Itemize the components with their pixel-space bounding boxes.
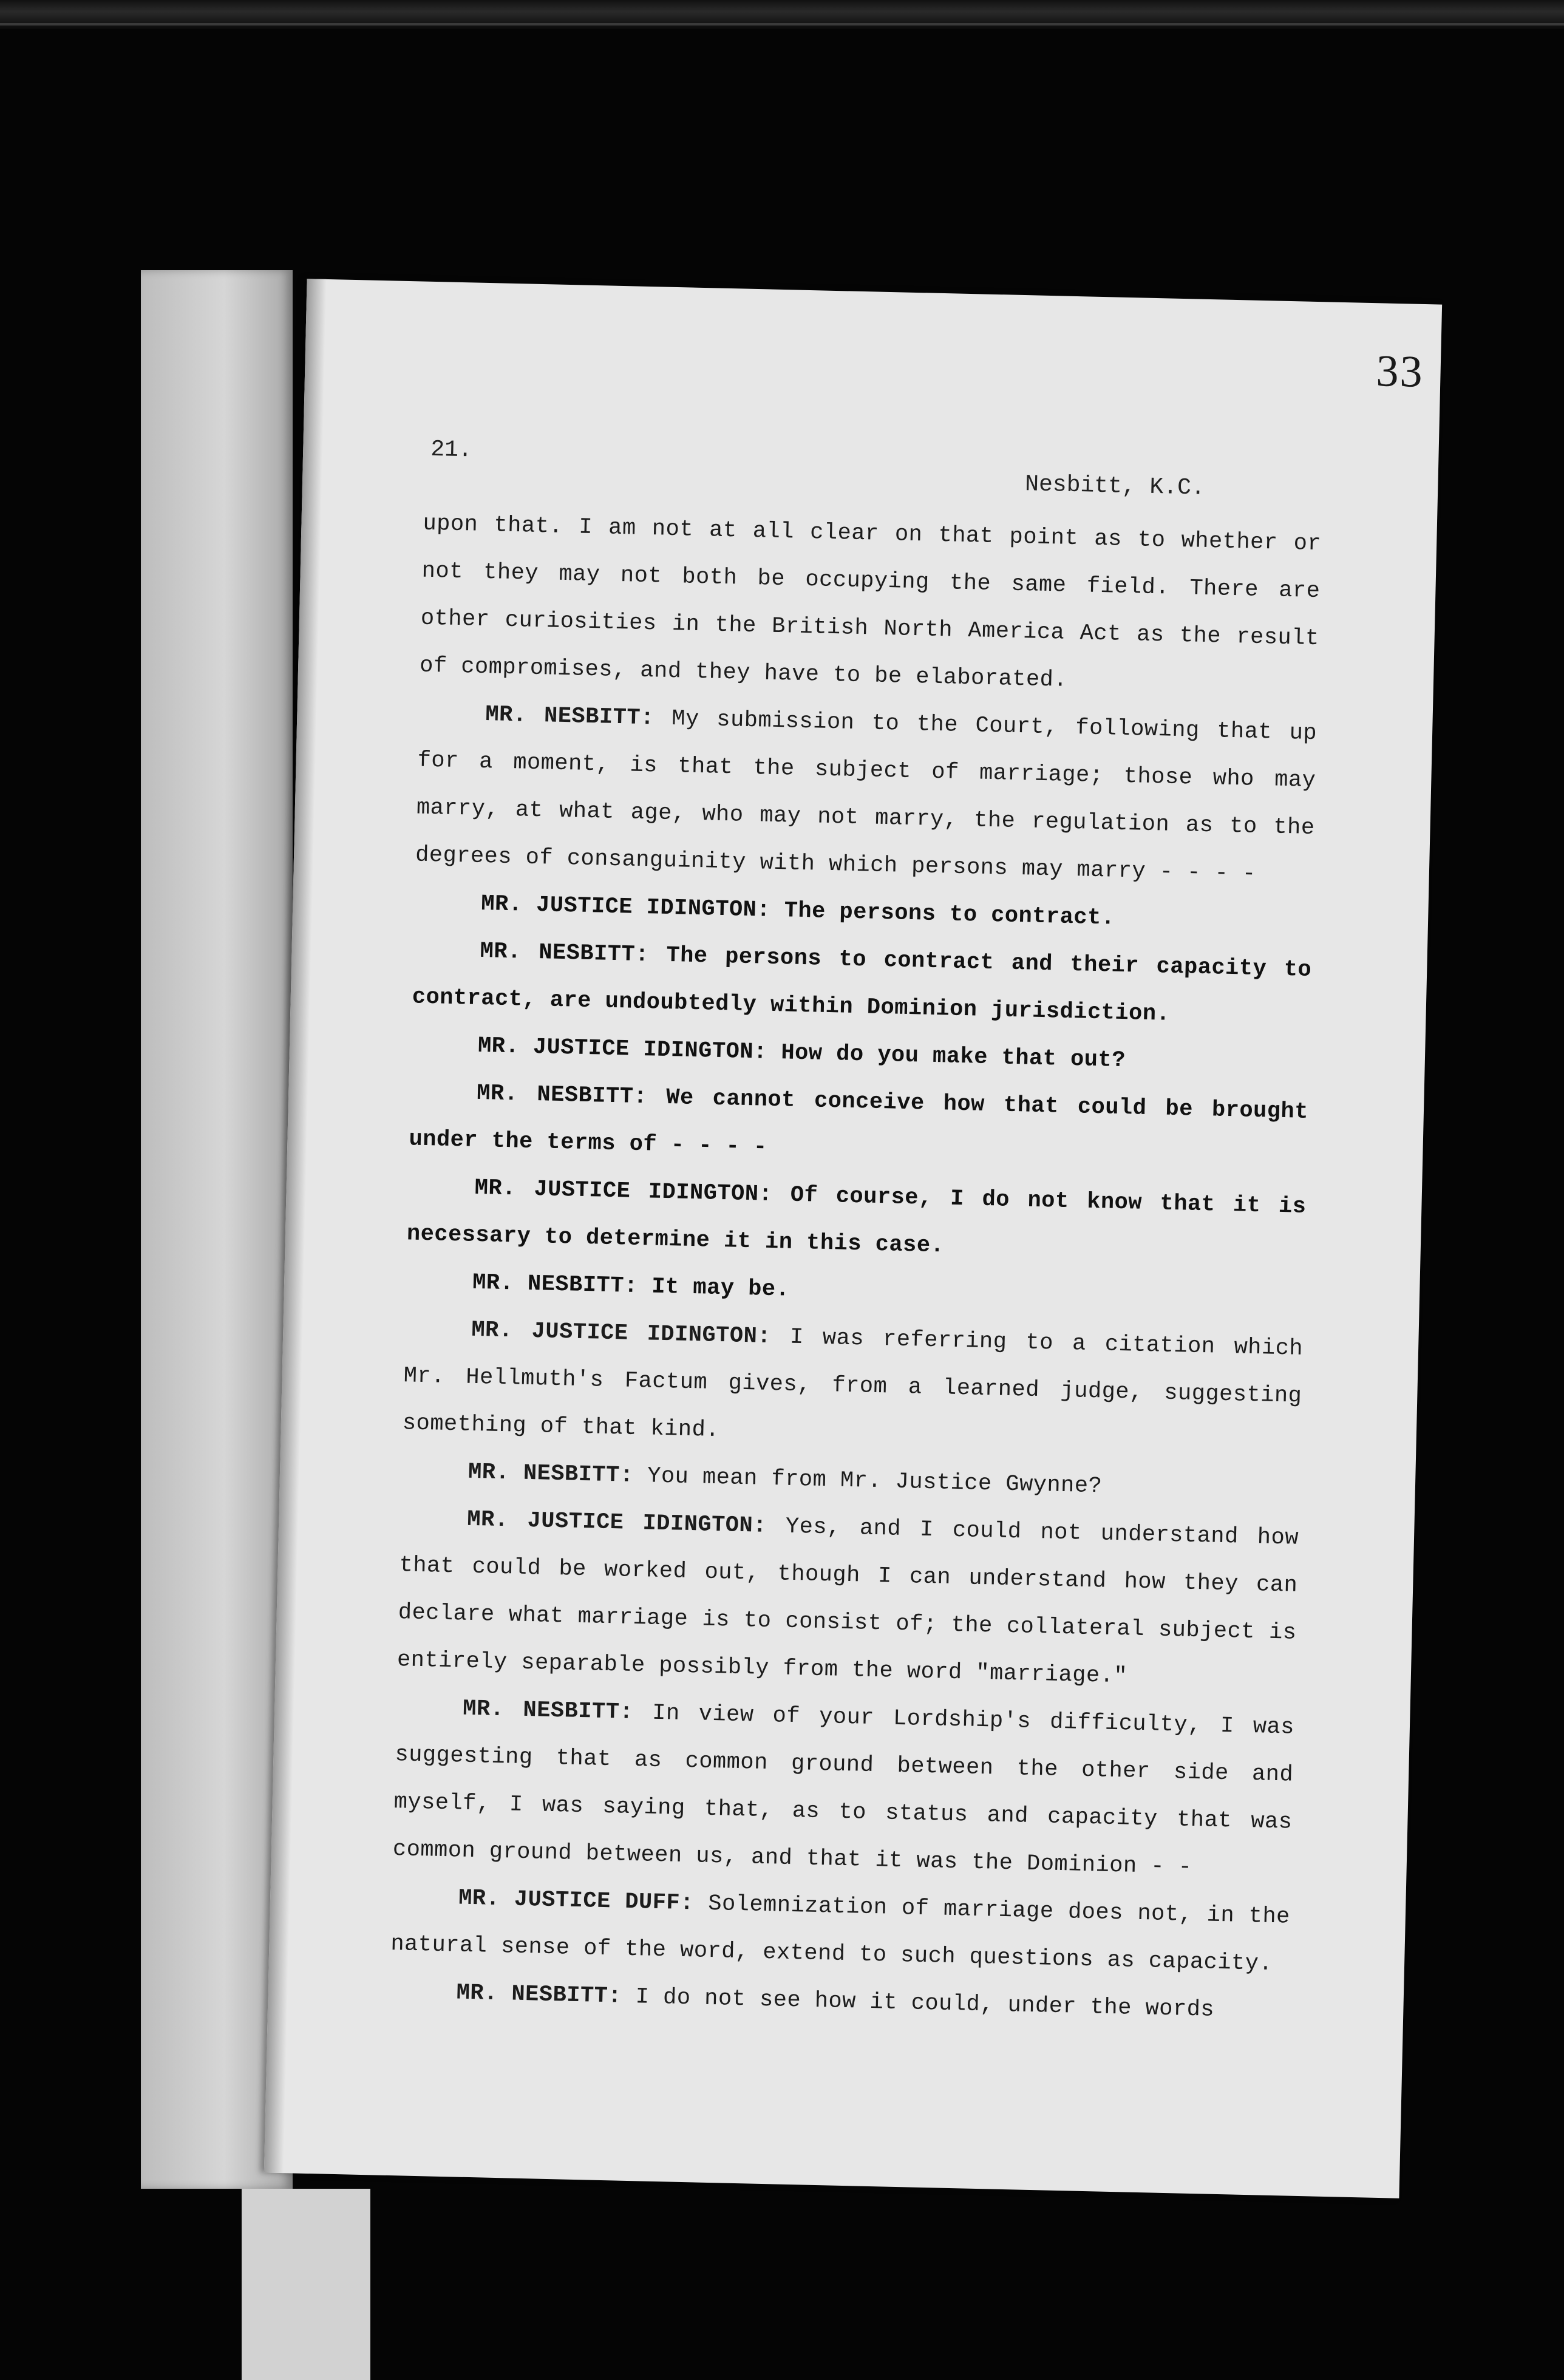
speech-text: My submission to the Court, following that up for a moment, is that the subject of marriage; those who may marry, at what age, who may not marry, the regulation as to the degrees of consanguinity with which persons may marry - - - - [415,706,1318,887]
scanner-edge-strip [0,0,1564,29]
speech-text: Yes, and I could not understand how that could be worked out, though I can understand how they can declare what marriage is to consist of; the collateral subject is entirely separable possibly from the word "marriage." [396,1514,1299,1690]
transcript-paragraph [402,1305,1304,1467]
speech-text: We cannot conceive how that could be brought under the terms of - - - - [409,1084,1309,1160]
speaker-name: MR. JUSTICE IDINGTON: [480,891,771,923]
speaker-name: MR. NESBITT: [472,1270,639,1299]
page-tab [242,2189,370,2380]
speech-text: I do not see how it could, under the words [635,1984,1215,2023]
speaker-name: MR. NESBITT: [480,938,650,968]
folio-number: 21. [430,436,473,464]
transcript-body [389,500,1322,2036]
speech-text: You mean from Mr. Justice Gwynne? [647,1463,1103,1500]
speaker-name: MR. JUSTICE IDINGTON: [477,1033,768,1066]
speaker-name: MR. JUSTICE DUFF: [458,1885,695,1917]
transcript-paragraph [392,1684,1295,1893]
speaker-name: MR. JUSTICE IDINGTON: [466,1506,767,1539]
speaker-name: MR. NESBITT: [476,1080,648,1110]
speech-text: upon that. I am not at all clear on that point as to whether or not they may not both be occupying the same field. There are other curiosities in the British North America Act as the result of compromises, and they have to be elaborated. [419,511,1322,693]
speaker-name: MR. JUSTICE IDINGTON: [474,1175,773,1208]
speaker-name: MR. JUSTICE IDINGTON: [471,1317,772,1350]
transcript-paragraph [415,690,1318,899]
speaker-name: MR. NESBITT: [484,702,655,732]
transcript-paragraph [419,500,1322,710]
speech-text: I was referring to a citation which Mr. Hellmuth's Factum gives, from a learned judge, suggesting something of that kind. [402,1324,1304,1444]
speech-text: Solemnization of marriage does not, in the natural sense of the word, extend to such questions as capacity. [390,1891,1291,1977]
page-number: 33 [1375,346,1424,397]
speech-text: It may be. [651,1274,790,1303]
document-page [264,279,1442,2198]
running-speaker-header: Nesbitt, K.C. [1024,471,1206,501]
speech-text: The persons to contract. [784,898,1115,931]
speech-text: Of course, I do not know that it is necessary to determine it in this case. [406,1182,1307,1259]
speaker-name: MR. NESBITT: [462,1696,634,1725]
speech-text: The persons to contract and their capacity to contract, are undoubtedly within Dominion jurisdiction. [412,942,1312,1027]
speaker-name: MR. NESBITT: [456,1980,622,2010]
transcript-paragraph [396,1494,1299,1704]
speech-text: How do you make that out? [780,1040,1126,1074]
speech-text: In view of your Lordship's difficulty, I was suggesting that as common ground between the other side and myself, I was saying that, as to status and capacity that was common ground between us, and that it was the Dominion - - [392,1700,1295,1880]
speaker-name: MR. NESBITT: [467,1459,634,1489]
